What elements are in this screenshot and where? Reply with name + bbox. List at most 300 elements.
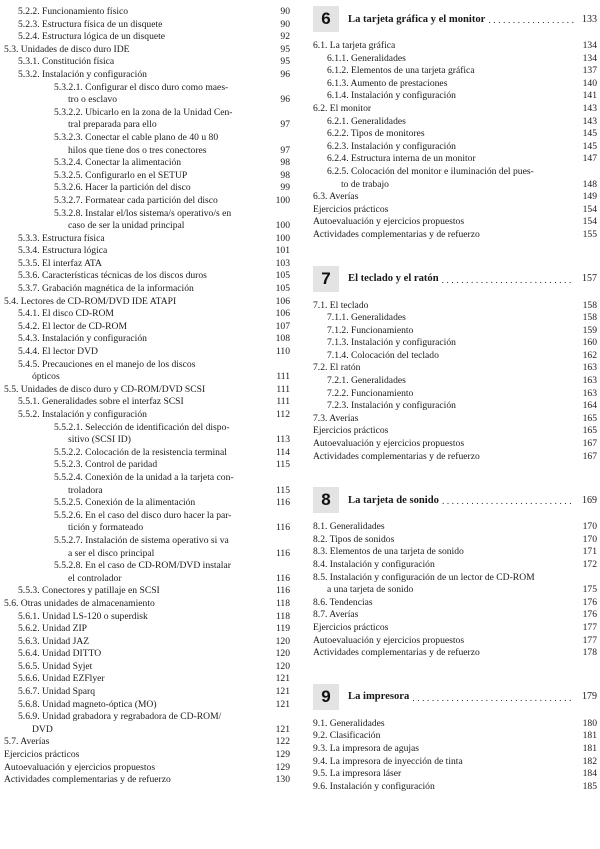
toc-entry-title: 5.3.2.5. Configurarlo en el SETUP — [54, 169, 188, 181]
toc-entry-title-continuation: a ser el disco principal — [68, 547, 155, 559]
toc-entry[interactable] — [4, 82, 290, 107]
toc-entry-title: Actividades complementarias y de refuerzo — [313, 228, 480, 240]
chapter-heading[interactable] — [313, 6, 597, 32]
toc-entry-continuation-line — [54, 220, 290, 233]
toc-entry-title: 5.3.2. Instalación y configuración — [18, 68, 147, 80]
toc-entry-title: 5.5.2.1. Selección de identificación del dispo- — [54, 421, 230, 433]
toc-entry-page: 114 — [275, 446, 290, 458]
toc-entry-title: 5.5.2.5. Conexión de la alimentación — [54, 497, 196, 509]
toc-entry-page: 165 — [582, 425, 597, 437]
toc-entry-title: 5.6.6. Unidad EZFlyer — [18, 673, 105, 685]
toc-entry-title: 6.2.1. Generalidades — [327, 115, 406, 127]
toc-entry[interactable] — [313, 635, 597, 648]
toc-entry-page: 160 — [582, 337, 597, 349]
toc-entry-title: Autoevaluación y ejercicios propuestos — [4, 761, 156, 773]
toc-entry[interactable] — [313, 191, 597, 204]
toc-entry-page: 115 — [275, 459, 290, 471]
toc-entry-page: 106 — [275, 308, 290, 320]
toc-entry-page: 165 — [582, 412, 597, 424]
toc-entry[interactable] — [313, 451, 597, 464]
toc-entry-page: 147 — [582, 153, 597, 165]
toc-entry[interactable] — [4, 497, 290, 510]
toc-entry-title: 5.2.2. Funcionamiento físico — [18, 6, 129, 17]
chapter-section — [313, 684, 597, 794]
toc-entry-title: 5.2.3. Estructura física de un disquete — [18, 18, 163, 30]
toc-entry-page: 98 — [280, 157, 290, 169]
toc-entry[interactable] — [4, 736, 290, 749]
toc-entry[interactable] — [4, 31, 290, 44]
toc-entry[interactable] — [313, 768, 597, 781]
toc-entry-page: 90 — [280, 18, 290, 30]
dot-leader — [488, 13, 574, 25]
toc-entry-page: 177 — [582, 621, 597, 633]
toc-entry-title-continuation: ópticos — [32, 371, 60, 383]
toc-entry-title: 5.4.3. Instalación y configuración — [18, 333, 147, 345]
toc-entry[interactable] — [4, 459, 290, 472]
toc-entry[interactable] — [313, 413, 597, 426]
toc-entry-page: 162 — [582, 349, 597, 361]
chapter-heading[interactable] — [313, 266, 597, 292]
dot-leader — [442, 494, 574, 506]
chapter-page: 169 — [582, 494, 597, 506]
toc-entry-page: 170 — [582, 521, 597, 533]
toc-entry-title: 5.5. Unidades de disco duro y CD-ROM/DVD SCSI — [4, 383, 206, 395]
toc-entry[interactable] — [4, 585, 290, 598]
toc-entry-title: 5.5.2.2. Colocación de la resistencia terminal — [54, 446, 227, 458]
toc-entry-title: 5.6.2. Unidad ZIP — [18, 623, 88, 635]
toc-entry-page: 167 — [582, 450, 597, 462]
toc-entry-title: Autoevaluación y ejercicios propuestos — [313, 216, 465, 228]
toc-entry-title: 5.3.7. Grabación magnética de la información — [18, 283, 194, 295]
toc-entry-page: 95 — [280, 56, 290, 68]
toc-entry[interactable] — [313, 65, 597, 78]
toc-entry[interactable] — [313, 216, 597, 229]
toc-entry-title: 5.7. Averías — [4, 736, 50, 748]
toc-entry-page: 96 — [280, 94, 290, 106]
toc-entry-title: 8.3. Elementos de una tarjeta de sonido — [313, 546, 464, 558]
toc-entry-page: 163 — [582, 375, 597, 387]
toc-left-column — [4, 6, 290, 787]
toc-entry[interactable] — [4, 107, 290, 132]
toc-entry[interactable] — [313, 609, 597, 622]
toc-entry[interactable] — [4, 535, 290, 560]
toc-entry-page: 122 — [275, 736, 290, 748]
toc-entry-title: 7.1.3. Instalación y configuración — [327, 337, 456, 349]
toc-entry-continuation-line — [54, 434, 290, 447]
toc-entry-title: 7.2.1. Generalidades — [327, 375, 406, 387]
toc-entry-page: 100 — [275, 232, 290, 244]
toc-entry-continuation-line — [54, 94, 290, 107]
toc-entry-page: 154 — [582, 216, 597, 228]
toc-entry-title: 5.5.2. Instalación y configuración — [18, 409, 147, 420]
toc-entry-title: 5.5.2.8. En el caso de CD-ROM/DVD instalar — [54, 560, 231, 572]
toc-entry[interactable] — [4, 422, 290, 447]
toc-entry-title: Actividades complementarias y de refuerzo — [313, 647, 480, 659]
toc-entry-title: 5.4.4. El lector DVD — [18, 346, 98, 358]
toc-entry[interactable] — [4, 560, 290, 585]
toc-entry[interactable] — [4, 648, 290, 661]
toc-entry-title-continuation: DVD — [32, 723, 53, 735]
toc-entry-page: 182 — [582, 755, 597, 767]
chapter-number-badge: 6 — [313, 6, 339, 32]
chapter-title: La impresora — [348, 691, 410, 703]
toc-entry-page: 120 — [275, 635, 290, 647]
toc-entry-page: 170 — [582, 533, 597, 545]
toc-entry-page: 184 — [582, 768, 597, 780]
toc-entry[interactable] — [313, 40, 597, 53]
toc-entry[interactable] — [313, 375, 597, 388]
chapter-title: La tarjeta gráfica y el monitor — [348, 13, 486, 25]
toc-entry-title-continuation: a una tarjeta de sonido — [327, 584, 414, 596]
toc-entry[interactable] — [4, 157, 290, 170]
toc-entry-title: 5.3.6. Características técnicas de los discos duros — [18, 270, 207, 282]
toc-entry-title: 9.3. La impresora de agujas — [313, 742, 420, 754]
toc-entry[interactable] — [313, 153, 597, 166]
toc-entry-page: 177 — [582, 634, 597, 646]
toc-entry[interactable] — [4, 762, 290, 775]
toc-entry-title: 5.4. Lectores de CD-ROM/DVD IDE ATAPI — [4, 295, 177, 307]
toc-entry[interactable] — [4, 195, 290, 208]
chapter-number-badge: 7 — [313, 266, 339, 292]
toc-entry[interactable] — [4, 182, 290, 195]
toc-entry[interactable] — [313, 756, 597, 769]
toc-entry-page: 164 — [582, 400, 597, 412]
toc-entry-title: 5.6.9. Unidad grabadora y regrabadora de CD-ROM/ — [18, 711, 222, 723]
toc-entry[interactable] — [313, 362, 597, 375]
chapter-section — [313, 487, 597, 660]
toc-entry-title: 9.5. La impresora láser — [313, 768, 402, 780]
toc-entry[interactable] — [4, 44, 290, 57]
toc-entry[interactable] — [313, 312, 597, 325]
toc-entry[interactable] — [4, 673, 290, 686]
toc-entry-continuation-line — [54, 548, 290, 561]
toc-entry-title: 8.1. Generalidades — [313, 521, 385, 533]
toc-entry-title: 5.3.2.8. Instalar el/los sistema/s operativo/s en — [54, 207, 232, 219]
toc-entry-page: 159 — [582, 324, 597, 336]
toc-entry-page: 137 — [582, 65, 597, 77]
toc-entry-title: 5.5.2.4. Conexión de la unidad a la tarjeta con- — [54, 471, 234, 483]
toc-entry-page: 100 — [275, 220, 290, 232]
toc-entry[interactable] — [4, 321, 290, 334]
toc-entry[interactable] — [4, 510, 290, 535]
chapter-title: La tarjeta de sonido — [348, 494, 439, 506]
toc-entry[interactable] — [4, 396, 290, 409]
toc-entry-title: 5.3.3. Estructura física — [18, 232, 105, 244]
chapter-title: El teclado y el ratón — [348, 273, 439, 284]
chapter-heading[interactable] — [313, 487, 597, 513]
toc-entry-title: 5.3.2.7. Formatear cada partición del disco — [54, 194, 218, 206]
toc-entry-page: 116 — [275, 522, 290, 534]
toc-entry-continuation-line — [54, 573, 290, 586]
toc-entry[interactable] — [313, 166, 597, 191]
toc-entry-title: 5.3.2.2. Ubicarlo en la zona de la Unidad Cen- — [54, 106, 233, 118]
toc-entry[interactable] — [313, 103, 597, 116]
toc-entry[interactable] — [313, 647, 597, 660]
toc-entry-page: 108 — [275, 333, 290, 345]
toc-entry-title: 6.2.2. Tipos de monitores — [327, 128, 425, 140]
toc-entry[interactable] — [4, 270, 290, 283]
toc-entry-page: 163 — [582, 362, 597, 374]
toc-entry-page: 116 — [275, 572, 290, 584]
toc-entry-title-continuation: caso de ser la unidad principal — [68, 220, 185, 232]
toc-entry-title: Ejercicios prácticos — [313, 203, 389, 215]
toc-entry[interactable] — [4, 6, 290, 19]
toc-entry[interactable] — [4, 19, 290, 32]
toc-entry[interactable] — [4, 56, 290, 69]
toc-entry[interactable] — [4, 296, 290, 309]
toc-entry-page: 141 — [582, 90, 597, 102]
toc-entry-title: 6.1.1. Generalidades — [327, 52, 406, 64]
toc-entry-title: 6.2.5. Colocación del monitor e iluminación del pues- — [327, 165, 534, 177]
toc-entry-page: 118 — [275, 597, 290, 609]
toc-entry-title: 5.6.7. Unidad Sparq — [18, 686, 96, 698]
toc-entry-title-continuation: tición y formateado — [68, 522, 144, 534]
toc-entry[interactable] — [4, 132, 290, 157]
toc-entry[interactable] — [4, 384, 290, 397]
toc-entry-page: 140 — [582, 77, 597, 89]
toc-entry-title: Autoevaluación y ejercicios propuestos — [313, 634, 465, 646]
chapter-number-badge: 8 — [313, 487, 339, 513]
toc-entry-page: 96 — [280, 68, 290, 80]
toc-right-column — [313, 6, 597, 817]
toc-entry-page: 111 — [276, 383, 290, 395]
toc-entry-title: 6.2. El monitor — [313, 102, 372, 114]
toc-entry-page: 121 — [275, 686, 290, 698]
toc-entry-continuation-line — [54, 485, 290, 498]
toc-entry-title: 5.5.2.3. Control de paridad — [54, 459, 158, 471]
toc-entry[interactable] — [4, 623, 290, 636]
toc-entry[interactable] — [313, 781, 597, 794]
toc-entry[interactable] — [313, 425, 597, 438]
toc-entry-title-continuation: el controlador — [68, 572, 122, 584]
toc-entry[interactable] — [313, 438, 597, 451]
toc-entry-title-continuation: tral preparada para ello — [68, 119, 157, 131]
toc-entry[interactable] — [313, 337, 597, 350]
toc-entry[interactable] — [313, 388, 597, 401]
toc-entry-title: 8.7. Averías — [313, 609, 359, 621]
toc-entry-title-continuation: sitivo (SCSI ID) — [68, 434, 131, 446]
toc-entry-page: 92 — [280, 31, 290, 43]
toc-entry[interactable] — [313, 229, 597, 242]
toc-entry-title-continuation: troladora — [68, 484, 103, 496]
toc-entry-title: 5.3.5. El interfaz ATA — [18, 257, 102, 269]
toc-entry-title: Autoevaluación y ejercicios propuestos — [313, 438, 465, 450]
toc-entry[interactable] — [4, 208, 290, 233]
toc-entry[interactable] — [4, 447, 290, 460]
toc-entry[interactable] — [313, 400, 597, 413]
toc-entry-page: 129 — [275, 749, 290, 761]
toc-entry-page: 167 — [582, 438, 597, 450]
toc-entry-title: 9.4. La impresora de inyección de tinta — [313, 755, 463, 767]
toc-entry-page: 95 — [280, 43, 290, 55]
toc-entry-title: 8.2. Tipos de sonidos — [313, 533, 395, 545]
toc-entry-page: 121 — [275, 723, 290, 735]
toc-entry-page: 119 — [275, 623, 290, 635]
toc-entry-title: 6.2.3. Instalación y configuración — [327, 140, 456, 152]
toc-entry[interactable] — [313, 90, 597, 103]
toc-entry[interactable] — [4, 699, 290, 712]
toc-entry[interactable] — [4, 774, 290, 787]
toc-entry-page: 120 — [275, 648, 290, 660]
toc-entry-title: 5.5.2.7. Instalación de sistema operativo si va — [54, 534, 229, 546]
toc-entry[interactable] — [313, 534, 597, 547]
toc-entry[interactable] — [313, 350, 597, 363]
toc-entry-page: 113 — [275, 434, 290, 446]
toc-entry-page: 106 — [275, 295, 290, 307]
toc-entry[interactable] — [313, 521, 597, 534]
toc-entry-page: 158 — [582, 312, 597, 324]
toc-entry-title: 7.3. Averías — [313, 412, 359, 424]
toc-entry-page: 101 — [275, 245, 290, 257]
chapter-number-badge: 9 — [313, 684, 339, 710]
toc-entry[interactable] — [4, 69, 290, 82]
toc-entry-page: 134 — [582, 52, 597, 64]
dot-leader — [442, 273, 574, 285]
toc-entry[interactable] — [4, 258, 290, 271]
toc-entry[interactable] — [313, 559, 597, 572]
toc-entry-title: 5.5.2.6. En el caso del disco duro hacer la par- — [54, 509, 232, 521]
toc-entry-page: 129 — [275, 761, 290, 773]
toc-entry-page: 110 — [275, 346, 290, 358]
toc-entry-title: 5.4.2. El lector de CD-ROM — [18, 320, 127, 332]
toc-entry-page: 115 — [275, 484, 290, 496]
toc-entry-title: 5.3.2.4. Conectar la alimentación — [54, 157, 182, 169]
toc-entry[interactable] — [4, 661, 290, 674]
toc-entry[interactable] — [313, 128, 597, 141]
dot-leader — [412, 691, 574, 703]
toc-entry-title: 7.2.3. Instalación y configuración — [327, 400, 456, 412]
chapter-section — [313, 6, 597, 242]
toc-entry-title: 6.3. Averías — [313, 191, 359, 203]
toc-entry[interactable] — [4, 598, 290, 611]
chapter-heading[interactable] — [313, 684, 597, 710]
toc-entry-title: 7.1. El teclado — [313, 299, 369, 311]
toc-entry[interactable] — [4, 359, 290, 384]
toc-entry-title: 6.1.2. Elementos de una tarjeta gráfica — [327, 65, 475, 77]
chapter-section — [313, 266, 597, 464]
toc-entry-page: 98 — [280, 169, 290, 181]
toc-entry[interactable] — [313, 730, 597, 743]
toc-entry-page: 100 — [275, 194, 290, 206]
toc-entry[interactable] — [313, 597, 597, 610]
toc-entry-title: 5.3.2.6. Hacer la partición del disco — [54, 182, 191, 194]
toc-entry-title: 5.6.8. Unidad magneto-óptica (MO) — [18, 698, 157, 710]
toc-entry-title: 5.6.4. Unidad DITTO — [18, 648, 102, 660]
toc-entry-title-continuation: tro o esclavo — [68, 94, 118, 106]
toc-entry-title: 7.1.4. Colocación del teclado — [327, 349, 439, 361]
toc-entry-page: 111 — [276, 396, 290, 408]
toc-entry-continuation-line — [54, 522, 290, 535]
toc-entry[interactable] — [4, 245, 290, 258]
toc-entry[interactable] — [4, 283, 290, 296]
toc-entry-continuation-line — [54, 145, 290, 158]
toc-entry-page: 120 — [275, 660, 290, 672]
toc-entry-page: 107 — [275, 320, 290, 332]
toc-entry-title-continuation: to de trabajo — [341, 178, 389, 190]
toc-entry[interactable] — [313, 78, 597, 91]
toc-entry[interactable] — [313, 116, 597, 129]
chapter-page: 157 — [582, 273, 597, 284]
toc-entry-continuation-line — [54, 119, 290, 132]
toc-entry-title: 5.3. Unidades de disco duro IDE — [4, 43, 130, 55]
toc-entry[interactable] — [313, 204, 597, 217]
toc-entry[interactable] — [4, 472, 290, 497]
chapter-page: 179 — [582, 691, 597, 703]
toc-entry[interactable] — [313, 141, 597, 154]
toc-entry-page: 143 — [582, 115, 597, 127]
toc-entry[interactable] — [4, 711, 290, 736]
toc-entry[interactable] — [313, 300, 597, 313]
toc-entry[interactable] — [313, 546, 597, 559]
toc-entry-title: Actividades complementarias y de refuerzo — [4, 774, 171, 786]
toc-entry-page: 134 — [582, 40, 597, 51]
toc-entry-title-continuation: hilos que tiene dos o tres conectores — [68, 144, 207, 156]
toc-entry[interactable] — [4, 749, 290, 762]
toc-entry[interactable] — [4, 636, 290, 649]
toc-entry[interactable] — [313, 622, 597, 635]
toc-entry-title: 8.6. Tendencias — [313, 596, 373, 608]
toc-entry-page: 181 — [582, 742, 597, 754]
toc-entry[interactable] — [4, 233, 290, 246]
toc-entry[interactable] — [4, 409, 290, 422]
toc-entry-page: 121 — [275, 698, 290, 710]
toc-entry[interactable] — [313, 743, 597, 756]
toc-entry-page: 172 — [582, 559, 597, 570]
toc-entry-title: 5.3.2.1. Configurar el disco duro como maes- — [54, 81, 229, 93]
toc-entry-title: 5.6.5. Unidad Syjet — [18, 660, 93, 672]
toc-entry-title: 5.3.1. Constitución física — [18, 56, 115, 68]
toc-entry-page: 176 — [582, 609, 597, 621]
toc-entry-page: 185 — [582, 780, 597, 792]
toc-entry[interactable] — [4, 308, 290, 321]
toc-entry-continuation-line — [18, 724, 290, 737]
toc-entry-title: 7.1.1. Generalidades — [327, 312, 406, 324]
toc-entry-continuation-line — [18, 371, 290, 384]
toc-entry-page: 149 — [582, 191, 597, 203]
toc-entry-page: 97 — [280, 119, 290, 131]
toc-entry[interactable] — [313, 325, 597, 338]
toc-entry-title: 5.6. Otras unidades de almacenamiento — [4, 597, 155, 609]
toc-entry[interactable] — [313, 718, 597, 731]
toc-entry-page: 148 — [582, 178, 597, 190]
toc-entry-page: 171 — [582, 546, 597, 558]
toc-entry-title: 7.1.2. Funcionamiento — [327, 324, 414, 336]
toc-entry-page: 97 — [280, 144, 290, 156]
toc-entry-page: 118 — [275, 610, 290, 622]
toc-entry[interactable] — [4, 346, 290, 359]
toc-entry-title: 6.1. La tarjeta gráfica — [313, 40, 396, 51]
toc-entry-page: 181 — [582, 730, 597, 742]
toc-entry[interactable] — [313, 572, 597, 597]
toc-entry-title: Ejercicios prácticos — [313, 621, 389, 633]
toc-entry-page: 163 — [582, 387, 597, 399]
toc-entry-title: 5.5.1. Generalidades sobre el interfaz SCSI — [18, 396, 184, 408]
toc-entry-page: 155 — [582, 228, 597, 240]
toc-entry[interactable] — [4, 333, 290, 346]
toc-entry[interactable] — [4, 686, 290, 699]
toc-entry-title: 8.5. Instalación y configuración de un lector de CD-ROM — [313, 571, 535, 583]
toc-entry[interactable] — [313, 53, 597, 66]
toc-entry-title: 5.6.1. Unidad LS-120 o superdisk — [18, 610, 148, 622]
toc-entry-title: 5.5.3. Conectores y patillaje en SCSI — [18, 585, 160, 597]
toc-entry[interactable] — [4, 170, 290, 183]
toc-entry-title: Actividades complementarias y de refuerzo — [313, 450, 480, 462]
toc-entry-page: 121 — [275, 673, 290, 685]
toc-entry-title: 6.2.4. Estructura interna de un monitor — [327, 153, 476, 165]
toc-entry-page: 178 — [582, 647, 597, 659]
toc-entry[interactable] — [4, 611, 290, 624]
toc-entry-page: 154 — [582, 203, 597, 215]
